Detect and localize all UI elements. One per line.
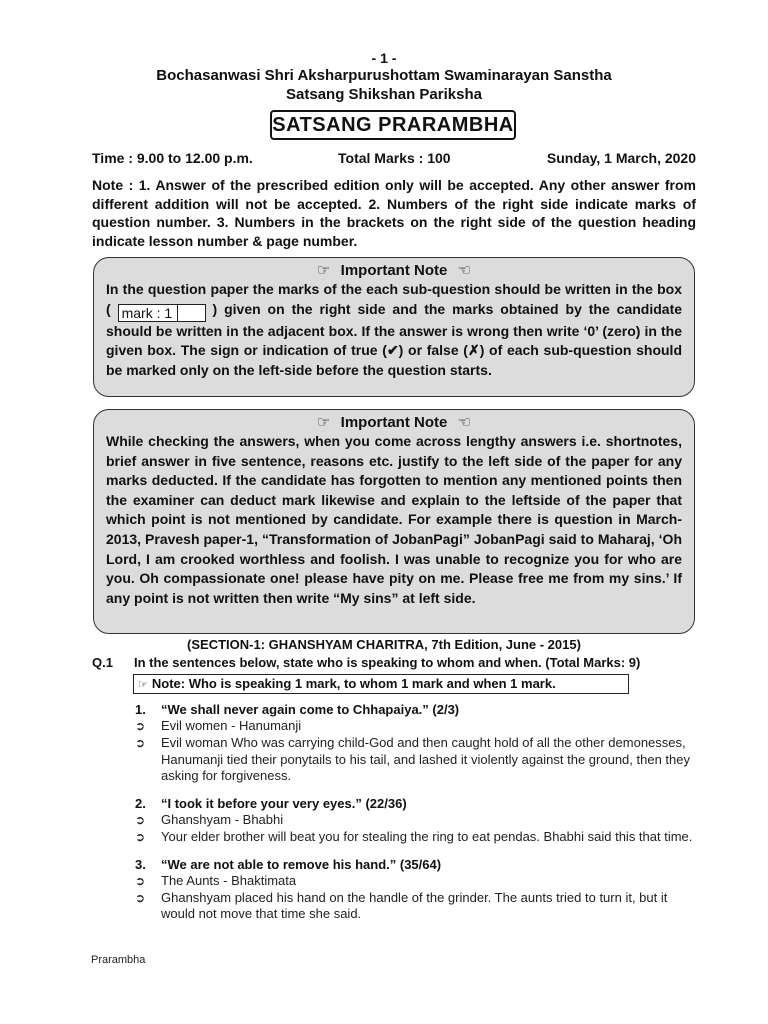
pointing-hand-left-icon: ☜ [457, 262, 471, 279]
sub-question-quote: “I took it before your very eyes.” (22/36) [161, 796, 407, 812]
sub-question: 1. “We shall never again come to Chhapaiya.” (2/3) [135, 702, 460, 717]
answer-line: ➲ The Aunts - Bhaktimata [135, 872, 297, 888]
answer-line: ➲ Ghanshyam - Bhabhi [135, 812, 284, 828]
important-note-title: Important Note [340, 262, 448, 279]
sub-question-quote: “We are not able to remove his hand.” (35/64) [161, 856, 442, 872]
page-number: - 1 - [371, 50, 397, 66]
arrow-bullet-icon: ➲ [135, 829, 146, 844]
paper-title: SATSANG PRARAMBHA [270, 110, 516, 140]
important-note-box-1 [93, 257, 695, 397]
question-text: In the sentences below, state who is speaking to whom and when. (Total Marks: 9) [134, 655, 641, 670]
arrow-bullet-icon: ➲ [135, 735, 146, 750]
answer-list [135, 697, 695, 923]
important-note-text-2: While checking the answers, when you come across lengthy answers i.e. shortnotes, brief answer in five sentence, reasons etc. justify to the left side of the paper for any marks deducted. If the candidate has forgotten to mention any mentioned points then the examiner can deduct mark likewise and explain to the leftside of the paper that which point is not mentioned by candidate. For example there is question in March-2013, Pravesh paper-1, “Transformation of JobanPagi” JobanPagi said to Maharaj, ‘Oh Lord, I am crooked worthless and foolish. I was unable to recognize you for who are you. Oh compassionate one! please have pity on me. Please free me from my sins.’ If any point is not written then write “My sins” at left side. [106, 433, 682, 606]
pointing-hand-right-icon: ☞ [317, 262, 331, 279]
pointing-hand-icon: ☞ [138, 679, 148, 691]
exam-time: Time : 9.00 to 12.00 p.m. [92, 150, 253, 166]
question-number: Q.1 [92, 655, 113, 670]
answer-line: ➲ Evil woman Who was carrying child-God and then caught hold of all the other demonesses, Hanumanji tied their ponytails to his tail, and lashed it violently against the ground, then they asking for forgiveness. [135, 734, 690, 784]
important-note-text-1: In the question paper the marks of the each sub-question should be written in the box ( mark : 1 ) given on the right side and the marks obtained by the candidate should be written in the adjacent box. If the answer is wrong then write ‘0’ (zero) in the given box. The sign or indication of true (✔) or false (✗) of each sub-question should be marked only on the left-side before the question starts. [106, 281, 683, 378]
arrow-bullet-icon: ➲ [135, 873, 146, 888]
section-heading: (SECTION-1: GHANSHYAM CHARITRA, 7th Edition, June - 2015) [187, 637, 581, 652]
exam-name: Satsang Shikshan Pariksha [286, 86, 482, 103]
organization-name: Bochasanwasi Shri Aksharpurushottam Swaminarayan Sanstha [156, 67, 612, 84]
mark-box-example: mark : 1 [118, 304, 206, 322]
important-note-box-2 [93, 409, 695, 634]
sub-question: 3. “We are not able to remove his hand.” (35/64) [135, 856, 442, 872]
arrow-bullet-icon: ➲ [135, 719, 146, 733]
footer-label: Prarambha [91, 954, 146, 966]
answer-line: ➲ Evil women - Hanumanji [135, 718, 302, 733]
answer-line: ➲ Ghanshyam placed his hand on the handle of the grinder. The aunts tried to turn it, but it would not move that time she said. [135, 889, 668, 922]
important-note-title: Important Note [340, 414, 448, 431]
arrow-bullet-icon: ➲ [135, 890, 146, 905]
total-marks: Total Marks : 100 [338, 150, 451, 166]
exam-meta-row [92, 150, 696, 168]
important-note-heading-1 [106, 261, 682, 280]
pointing-hand-left-icon: ☜ [457, 414, 471, 431]
arrow-bullet-icon: ➲ [135, 813, 146, 828]
important-note-heading-2 [106, 413, 682, 432]
marking-note: ☞ Note: Who is speaking 1 mark, to whom 1 mark and when 1 mark. [133, 674, 629, 694]
pointing-hand-right-icon: ☞ [317, 414, 331, 431]
general-note: Note : 1. Answer of the prescribed edition only will be accepted. Any other answer from different addition will not be accepted. 2. Numbers of the right side indicate marks of question number. 3. Numbers in the brackets on the right side of the question heading indicate lesson number & page number. [92, 177, 696, 249]
sub-question: 2. “I took it before your very eyes.” (22/36) [135, 796, 407, 812]
sub-question-quote: “We shall never again come to Chhapaiya.” (2/3) [161, 702, 460, 717]
exam-date: Sunday, 1 March, 2020 [546, 150, 696, 166]
answer-line: ➲ Your elder brother will beat you for stealing the ring to eat pendas. Bhabhi said this that time. [135, 828, 693, 844]
